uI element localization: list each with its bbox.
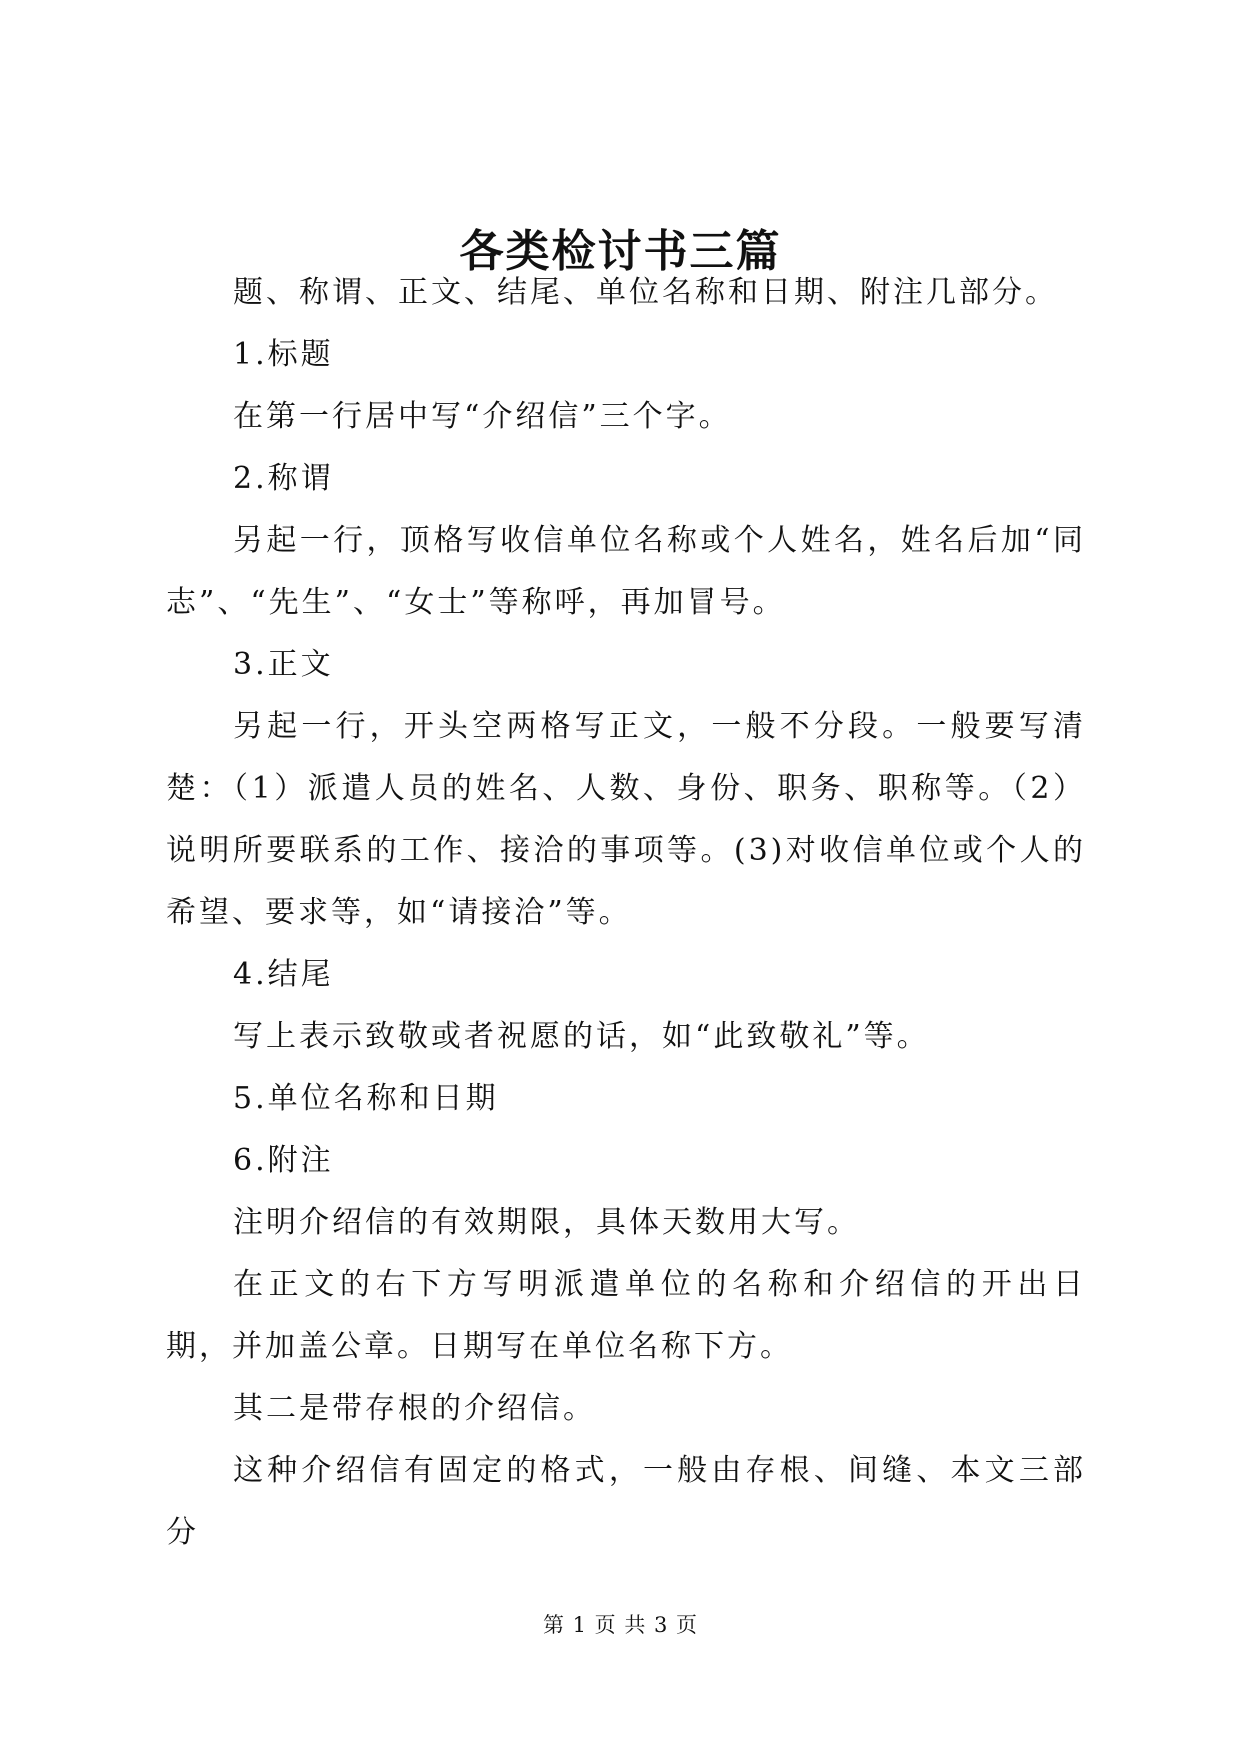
document-body	[166, 262, 1086, 1564]
paragraph: 另起一行，开头空两格写正文，一般不分段。一般要写清楚：（1）派遣人员的姓名、人数、身份、职务、职称等。（2）说明所要联系的工作、接洽的事项等。(3)对收信单位或个人的希望、要求等，如“请接洽”等。	[166, 709, 1086, 930]
section-heading: 3.正文	[233, 647, 334, 682]
section-heading: 4.结尾	[233, 957, 334, 992]
section-heading: 2.称谓	[233, 461, 334, 496]
paragraph: 注明介绍信的有效期限，具体天数用大写。	[233, 1205, 860, 1240]
paragraph: 这种介绍信有固定的格式，一般由存根、间缝、本文三部分	[166, 1453, 1086, 1550]
section-heading: 1.标题	[233, 337, 334, 372]
document-title: 各类检讨书三篇	[459, 226, 782, 277]
paragraph: 另起一行，顶格写收信单位名称或个人姓名，姓名后加“同志”、“先生”、“女士”等称呼，再加冒号。	[166, 523, 1086, 620]
page-footer: 第 1 页 共 3 页	[542, 1613, 699, 1637]
paragraph: 在正文的右下方写明派遣单位的名称和介绍信的开出日期，并加盖公章。日期写在单位名称下方。	[166, 1267, 1086, 1364]
paragraph: 题、称谓、正文、结尾、单位名称和日期、附注几部分。	[233, 275, 1058, 310]
paragraph: 在第一行居中写“介绍信”三个字。	[233, 399, 732, 434]
paragraph: 写上表示致敬或者祝愿的话，如“此致敬礼”等。	[233, 1019, 930, 1054]
paragraph: 其二是带存根的介绍信。	[233, 1391, 596, 1426]
section-heading: 5.单位名称和日期	[233, 1081, 499, 1116]
section-heading: 6.附注	[233, 1143, 334, 1178]
